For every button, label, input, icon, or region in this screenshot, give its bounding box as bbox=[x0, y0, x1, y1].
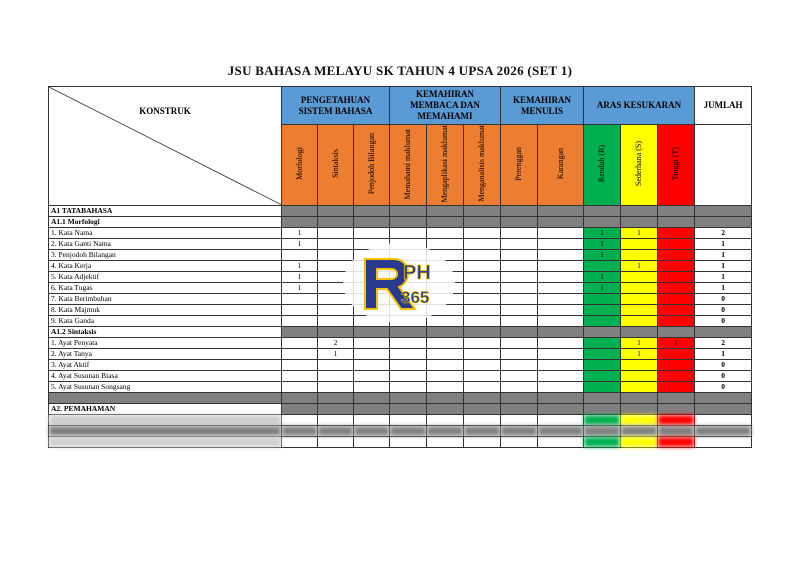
menganalisis-value bbox=[464, 337, 501, 348]
tinggi-value bbox=[658, 282, 695, 293]
tinggi-value bbox=[658, 227, 695, 238]
karangan-value bbox=[538, 359, 584, 370]
jumlah-value: 0 bbox=[695, 304, 752, 315]
karangan-value bbox=[538, 370, 584, 381]
sederhana-value bbox=[621, 304, 658, 315]
sederhana-value: 1 bbox=[621, 337, 658, 348]
menganalisis-value bbox=[464, 293, 501, 304]
sederhana-value bbox=[621, 282, 658, 293]
row-label: 5. Kata Adjektif bbox=[49, 271, 282, 282]
sederhana-value bbox=[621, 359, 658, 370]
mengaplikasi-value bbox=[427, 370, 464, 381]
karangan-value bbox=[538, 348, 584, 359]
jumlah-value: 1 bbox=[695, 282, 752, 293]
menganalisis-value bbox=[464, 315, 501, 326]
svg-text:365: 365 bbox=[401, 288, 430, 307]
memahami-value bbox=[390, 381, 427, 392]
rendah-value: 1 bbox=[584, 238, 621, 249]
table-row bbox=[49, 381, 752, 392]
morfologi-value: 1 bbox=[282, 271, 318, 282]
subheader-tinggi: Tinggi (T) bbox=[658, 125, 695, 206]
table-row bbox=[49, 348, 752, 359]
karangan-value bbox=[538, 315, 584, 326]
jumlah-value: 2 bbox=[695, 227, 752, 238]
jumlah-value: 1 bbox=[695, 249, 752, 260]
perenggan-value bbox=[501, 282, 538, 293]
jumlah-value: 0 bbox=[695, 381, 752, 392]
perenggan-value bbox=[501, 337, 538, 348]
morfologi-value bbox=[282, 315, 318, 326]
jumlah-value: 0 bbox=[695, 293, 752, 304]
rendah-value bbox=[584, 304, 621, 315]
sederhana-value bbox=[621, 249, 658, 260]
section-row-a1 bbox=[49, 205, 752, 216]
row-label: 7. Kata Berimbuhan bbox=[49, 293, 282, 304]
menganalisis-value bbox=[464, 238, 501, 249]
section-row-a11 bbox=[49, 216, 752, 227]
perenggan-value bbox=[501, 381, 538, 392]
row-label: 1. Kata Nama bbox=[49, 227, 282, 238]
section-row-a12 bbox=[49, 326, 752, 337]
sederhana-value bbox=[621, 238, 658, 249]
tinggi-value: 1 bbox=[658, 337, 695, 348]
morfologi-value: 1 bbox=[282, 227, 318, 238]
memahami-value bbox=[390, 337, 427, 348]
sintaksis-value: 1 bbox=[318, 348, 354, 359]
mengaplikasi-value bbox=[427, 359, 464, 370]
mengaplikasi-value bbox=[427, 381, 464, 392]
header-menulis: KEMAHIRAN MENULIS bbox=[501, 87, 584, 125]
perenggan-value bbox=[501, 370, 538, 381]
jumlah-value: 1 bbox=[695, 271, 752, 282]
perenggan-value bbox=[501, 359, 538, 370]
table-row bbox=[49, 359, 752, 370]
rendah-value bbox=[584, 381, 621, 392]
karangan-value bbox=[538, 381, 584, 392]
subheader-karangan: Karangan bbox=[538, 125, 584, 206]
penjodoh-value bbox=[354, 348, 390, 359]
table-row bbox=[49, 227, 752, 238]
karangan-value bbox=[538, 293, 584, 304]
morfologi-value bbox=[282, 249, 318, 260]
rendah-value bbox=[584, 348, 621, 359]
table-row bbox=[49, 337, 752, 348]
perenggan-value bbox=[501, 304, 538, 315]
morfologi-value bbox=[282, 337, 318, 348]
sintaksis-value bbox=[318, 370, 354, 381]
menganalisis-value bbox=[464, 304, 501, 315]
rendah-value bbox=[584, 370, 621, 381]
row-label: 3. Ayat Aktif bbox=[49, 359, 282, 370]
tinggi-value bbox=[658, 370, 695, 381]
subheader-rendah: Rendah (R) bbox=[584, 125, 621, 206]
karangan-value bbox=[538, 227, 584, 238]
konstruk-konteks-cell bbox=[49, 87, 282, 206]
mengaplikasi-value bbox=[427, 337, 464, 348]
perenggan-value bbox=[501, 348, 538, 359]
subheader-perenggan: Perenggan bbox=[501, 125, 538, 206]
tinggi-value bbox=[658, 359, 695, 370]
subheader-mengaplikasi: Mengaplikasi maklumat bbox=[427, 125, 464, 206]
sintaksis-value bbox=[318, 359, 354, 370]
menganalisis-value bbox=[464, 359, 501, 370]
row-label: 2. Kata Ganti Nama bbox=[49, 238, 282, 249]
menganalisis-value bbox=[464, 271, 501, 282]
subheader-jumlah-blank bbox=[695, 125, 752, 206]
memahami-value bbox=[390, 227, 427, 238]
jumlah-value: 0 bbox=[695, 315, 752, 326]
perenggan-value bbox=[501, 238, 538, 249]
morfologi-value bbox=[282, 370, 318, 381]
perenggan-value bbox=[501, 260, 538, 271]
morfologi-value bbox=[282, 381, 318, 392]
penjodoh-value bbox=[354, 359, 390, 370]
header-pengetahuan: PENGETAHUAN SISTEM BAHASA bbox=[282, 87, 390, 125]
row-label: 4. Kata Kerja bbox=[49, 260, 282, 271]
sintaksis-value: 2 bbox=[318, 337, 354, 348]
menganalisis-value bbox=[464, 381, 501, 392]
perenggan-value bbox=[501, 227, 538, 238]
section-label: A1.2 Sintaksis bbox=[49, 326, 282, 337]
penjodoh-value bbox=[354, 381, 390, 392]
svg-text:PH: PH bbox=[403, 262, 431, 284]
subheader-morfologi: Morfologi bbox=[282, 125, 318, 206]
row-label: 2. Ayat Tanya bbox=[49, 348, 282, 359]
rendah-value: 1 bbox=[584, 271, 621, 282]
subheader-memahami: Memahami maklumat bbox=[390, 125, 427, 206]
jumlah-value: 1 bbox=[695, 348, 752, 359]
morfologi-value: 1 bbox=[282, 260, 318, 271]
subheader-sintaksis: Sintaksis bbox=[318, 125, 354, 206]
jumlah-value: 1 bbox=[695, 238, 752, 249]
mengaplikasi-value bbox=[427, 227, 464, 238]
sederhana-value bbox=[621, 370, 658, 381]
header-jumlah: JUMLAH bbox=[695, 87, 752, 125]
rendah-value bbox=[584, 315, 621, 326]
sederhana-value bbox=[621, 271, 658, 282]
spacer-row bbox=[49, 392, 752, 403]
perenggan-value bbox=[501, 271, 538, 282]
karangan-value bbox=[538, 249, 584, 260]
rendah-value bbox=[584, 260, 621, 271]
rendah-value bbox=[584, 359, 621, 370]
morfologi-value bbox=[282, 304, 318, 315]
menganalisis-value bbox=[464, 370, 501, 381]
subheader-penjodoh: Penjodoh Bilangan bbox=[354, 125, 390, 206]
perenggan-value bbox=[501, 293, 538, 304]
jumlah-value: 0 bbox=[695, 370, 752, 381]
jumlah-value: 2 bbox=[695, 337, 752, 348]
tinggi-value bbox=[658, 304, 695, 315]
row-label: 6. Kata Tugas bbox=[49, 282, 282, 293]
section-label: A1 TATABAHASA bbox=[49, 205, 282, 216]
karangan-value bbox=[538, 282, 584, 293]
penjodoh-value bbox=[354, 370, 390, 381]
tinggi-value bbox=[658, 260, 695, 271]
sederhana-value bbox=[621, 293, 658, 304]
morfologi-value bbox=[282, 359, 318, 370]
subheader-sederhana: Sederhana (S) bbox=[621, 125, 658, 206]
menganalisis-value bbox=[464, 282, 501, 293]
rendah-value bbox=[584, 337, 621, 348]
tinggi-value bbox=[658, 381, 695, 392]
jumlah-value: 0 bbox=[695, 359, 752, 370]
rendah-value: 1 bbox=[584, 249, 621, 260]
header-aras: ARAS KESUKARAN bbox=[584, 87, 695, 125]
tinggi-value bbox=[658, 249, 695, 260]
tinggi-value bbox=[658, 348, 695, 359]
sederhana-value: 1 bbox=[621, 227, 658, 238]
jumlah-value: 1 bbox=[695, 260, 752, 271]
sederhana-value bbox=[621, 381, 658, 392]
row-label: 3. Penjodoh Bilangan bbox=[49, 249, 282, 260]
sintaksis-rows bbox=[49, 337, 752, 392]
row-label: 4. Ayat Susunan Biasa bbox=[49, 370, 282, 381]
morfologi-value: 1 bbox=[282, 282, 318, 293]
rendah-value: 1 bbox=[584, 227, 621, 238]
sederhana-value: 1 bbox=[621, 260, 658, 271]
row-label: 8. Kata Majmuk bbox=[49, 304, 282, 315]
menganalisis-value bbox=[464, 260, 501, 271]
row-label: 9. Kata Ganda bbox=[49, 315, 282, 326]
sintaksis-value bbox=[318, 227, 354, 238]
menganalisis-value bbox=[464, 348, 501, 359]
rendah-value: 1 bbox=[584, 282, 621, 293]
morfologi-value bbox=[282, 293, 318, 304]
section-label: A2. PEMAHAMAN bbox=[49, 403, 282, 414]
morfologi-value bbox=[282, 348, 318, 359]
memahami-value bbox=[390, 370, 427, 381]
blurred-row bbox=[49, 425, 752, 436]
karangan-value bbox=[538, 304, 584, 315]
tinggi-value bbox=[658, 315, 695, 326]
tinggi-value bbox=[658, 271, 695, 282]
sederhana-value: 1 bbox=[621, 348, 658, 359]
header-row-groups bbox=[49, 87, 752, 125]
karangan-value bbox=[538, 271, 584, 282]
document-title: JSU BAHASA MELAYU SK TAHUN 4 UPSA 2026 (SET 1) bbox=[227, 63, 573, 78]
penjodoh-value bbox=[354, 227, 390, 238]
rendah-value bbox=[584, 293, 621, 304]
row-label: 5. Ayat Susunan Songsang bbox=[49, 381, 282, 392]
memahami-value bbox=[390, 348, 427, 359]
diagonal-divider bbox=[49, 87, 281, 205]
header-membaca: KEMAHIRAN MEMBACA DAN MEMAHAMI bbox=[390, 87, 501, 125]
blurred-row bbox=[49, 414, 752, 425]
konstruk-label: KONSTRUK bbox=[139, 106, 191, 116]
table-row bbox=[49, 370, 752, 381]
row-label: 1. Ayat Penyata bbox=[49, 337, 282, 348]
memahami-value bbox=[390, 359, 427, 370]
section-label: A1.1 Morfologi bbox=[49, 216, 282, 227]
menganalisis-value bbox=[464, 227, 501, 238]
penjodoh-value bbox=[354, 337, 390, 348]
sederhana-value bbox=[621, 315, 658, 326]
mengaplikasi-value bbox=[427, 348, 464, 359]
morfologi-value: 1 bbox=[282, 238, 318, 249]
rph365-logo-icon bbox=[343, 243, 455, 323]
subheader-menganalisis: Menganalisis maklumat bbox=[464, 125, 501, 206]
karangan-value bbox=[538, 260, 584, 271]
karangan-value bbox=[538, 337, 584, 348]
perenggan-value bbox=[501, 249, 538, 260]
perenggan-value bbox=[501, 315, 538, 326]
section-row-a2 bbox=[49, 403, 752, 414]
tinggi-value bbox=[658, 293, 695, 304]
menganalisis-value bbox=[464, 249, 501, 260]
karangan-value bbox=[538, 238, 584, 249]
blurred-row bbox=[49, 436, 752, 447]
tinggi-value bbox=[658, 238, 695, 249]
sintaksis-value bbox=[318, 381, 354, 392]
